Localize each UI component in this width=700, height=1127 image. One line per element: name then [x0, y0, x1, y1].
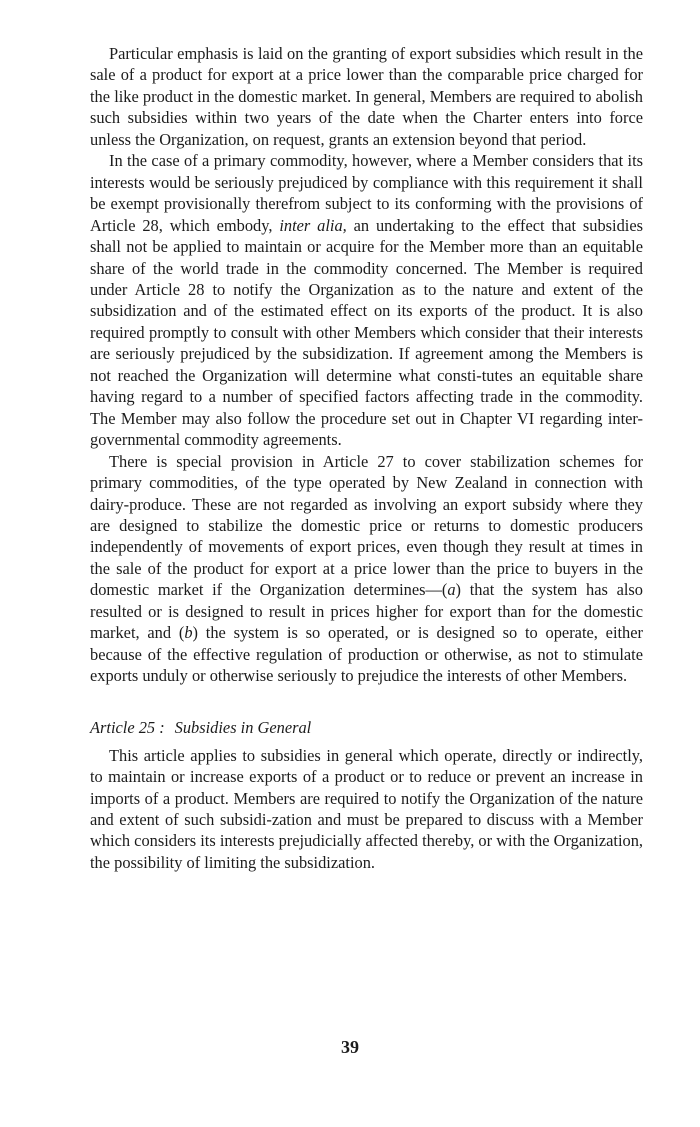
text-run: an undertaking to the effect that subsidies shall not be applied to maintain or acquire for the Member more than an equitable share of the world trade in the commodity concerned. The Member is required under Article 28 to notify the Organization as to the nature and extent of the subsidization and of the estimated effect on its exports of the product. It is also required promptly to consult with other Members which consider that their interests are seriously prejudiced by the subsidization. If agreement among the Members is not reached the Organization will determine what consti-tutes an equitable share having regard to a number of specified factors affecting trade in the commodity. The Member may also follow the procedure set out in Chapter VI regarding inter-governmental commodity agreements. [90, 215, 644, 450]
heading-article-number: Article 25 : [90, 717, 165, 737]
section-text [90, 745, 643, 874]
paragraph [90, 745, 643, 874]
text-run: This article applies to subsidies in general which operate, directly or indirectly, to maintain or increase exports of a product or to reduce or prevent an increase in imports of a product. Members are required to notify the Organization of the nature and extent of such subsidi-zation and must be prepared to discuss with a Member which considers its interests prejudicially affected thereby, or with the Organization, the possibility of limiting the subsidization. [90, 745, 643, 872]
italic-text-run: inter alia, [279, 215, 347, 235]
italic-text-run: a [447, 580, 456, 600]
page-number: 39 [341, 1037, 359, 1057]
paragraph [90, 451, 643, 687]
heading-title: Subsidies in General [174, 717, 312, 737]
body-text [90, 43, 643, 687]
text-run: ) that the system has also resulted or is designed to result in prices higher for export than for the domestic market, and ( [90, 580, 643, 643]
text-run: There is special provision in Article 27 to cover stabilization schemes for primary commodities, of the type operated by New Zealand in connection with dairy-produce. These are not regarded as involving an export subsidy where they are designed to stabilize the domestic price or returns to domestic producers independently of movements of export prices, even though they result at times in the sale of the product for export at a price lower than the price to buyers in the domestic market if the Organization determines—( [90, 451, 643, 600]
paragraph [90, 43, 643, 150]
text-run: ) the system is so operated, or is designed so to operate, either because of the effective regulation of production or otherwise, as not to stimulate exports unduly or otherwise seriously to prejudice the interests of other Members. [90, 623, 643, 686]
text-run: In the case of a primary commodity, however, where a Member considers that its interests would be seriously prejudiced by compliance with this requirement it shall be exempt provisionally therefrom subject to its conforming with the provisions of Article 28, which embody, [90, 151, 643, 235]
section-heading [90, 717, 643, 738]
page-body [90, 43, 643, 873]
text-run: Particular emphasis is laid on the granting of export subsidies which result in the sale of a product for export at a price lower than the comparable price charged for the like product in the domestic market. In general, Members are required to abolish such subsidies within two years of the date when the Charter enters into force unless the Organization, on request, grants an extension beyond that period. [90, 44, 643, 149]
italic-text-run: b [184, 623, 193, 643]
paragraph [90, 150, 643, 450]
